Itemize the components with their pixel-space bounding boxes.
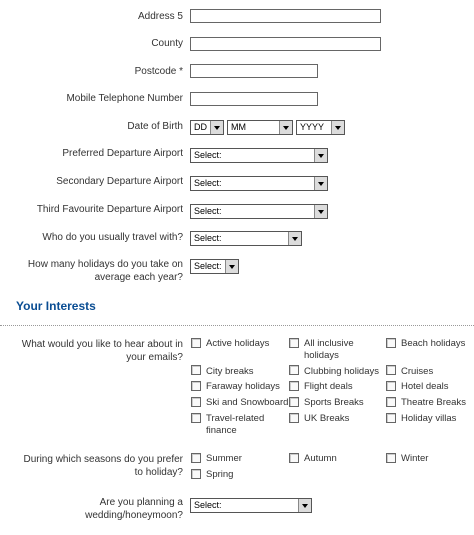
wedding-label-line2: wedding/honeymoon? [85, 510, 183, 521]
option-label: Theatre Breaks [401, 397, 466, 408]
option-label: UK Breaks [304, 413, 350, 424]
holidays-count-select[interactable] [190, 259, 239, 274]
dob-year-select[interactable] [296, 120, 345, 135]
checkbox-spring[interactable] [191, 469, 201, 479]
chevron-down-icon[interactable] [225, 260, 238, 273]
holidays-count-label-line2: average each year? [94, 272, 183, 283]
emails-label [3, 338, 183, 364]
airport3-select[interactable] [190, 204, 328, 219]
postcode-label: Postcode * [134, 66, 183, 77]
mobile-input[interactable] [190, 92, 318, 106]
dob-label: Date of Birth [127, 121, 183, 132]
section-divider [0, 325, 474, 326]
airport2-select[interactable] [190, 176, 328, 191]
option-label-line2: holidays [304, 350, 339, 361]
dob-month-value: MM [231, 122, 246, 132]
option-label [206, 413, 264, 437]
airport3-value: Select: [194, 206, 222, 216]
holidays-count-label [3, 258, 183, 284]
season-label: Winter [401, 453, 429, 464]
checkbox-beach-holidays[interactable] [386, 338, 396, 348]
emails-label-line2: your emails? [126, 352, 183, 363]
option-label: Cruises [401, 366, 434, 377]
address5-label: Address 5 [137, 11, 183, 22]
option-label: Faraway holidays [206, 381, 280, 392]
option-label: Holiday villas [401, 413, 457, 424]
season-label: Summer [206, 453, 242, 464]
chevron-down-icon[interactable] [314, 205, 327, 218]
chevron-down-icon[interactable] [331, 121, 344, 134]
option-label: City breaks [206, 366, 254, 377]
dob-day-value: DD [194, 122, 207, 132]
travel-with-label: Who do you usually travel with? [42, 232, 183, 243]
travel-with-value: Select: [194, 233, 222, 243]
checkbox-ski[interactable] [191, 397, 201, 407]
airport3-label: Third Favourite Departure Airport [36, 204, 183, 215]
season-label: Autumn [304, 453, 337, 464]
checkbox-sports-breaks[interactable] [289, 397, 299, 407]
option-label: Clubbing holidays [304, 366, 379, 377]
mobile-label: Mobile Telephone Number [66, 93, 183, 104]
season-label: Spring [206, 469, 234, 480]
checkbox-theatre-breaks[interactable] [386, 397, 396, 407]
chevron-down-icon[interactable] [210, 121, 223, 134]
holidays-count-value: Select: [194, 261, 222, 271]
checkbox-active-holidays[interactable] [191, 338, 201, 348]
wedding-select[interactable] [190, 498, 312, 513]
address5-input[interactable] [190, 9, 381, 23]
checkbox-autumn[interactable] [289, 453, 299, 463]
option-label: Flight deals [304, 381, 353, 392]
checkbox-clubbing[interactable] [289, 365, 299, 375]
option-label-line1: All inclusive [304, 338, 354, 349]
section-title-interests: Your Interests [16, 299, 96, 313]
airport1-value: Select: [194, 150, 222, 160]
chevron-down-icon[interactable] [298, 499, 311, 512]
chevron-down-icon[interactable] [314, 149, 327, 162]
checkbox-city-breaks[interactable] [191, 365, 201, 375]
holidays-count-label-line1: How many holidays do you take on [27, 259, 183, 270]
chevron-down-icon[interactable] [279, 121, 292, 134]
wedding-label-line1: Are you planning a [99, 497, 183, 508]
checkbox-cruises[interactable] [386, 365, 396, 375]
emails-label-line1: What would you like to hear about in [21, 339, 183, 350]
checkbox-all-inclusive[interactable] [289, 338, 299, 348]
airport2-value: Select: [194, 178, 222, 188]
chevron-down-icon[interactable] [314, 177, 327, 190]
dob-day-select[interactable] [190, 120, 224, 135]
seasons-label-line1: During which seasons do you prefer [23, 454, 183, 465]
chevron-down-icon[interactable] [288, 232, 301, 245]
option-label-line2: finance [206, 425, 237, 436]
seasons-label [3, 453, 183, 479]
airport2-label: Secondary Departure Airport [56, 176, 183, 187]
wedding-value: Select: [194, 500, 222, 510]
checkbox-flight-deals[interactable] [289, 381, 299, 391]
checkbox-faraway[interactable] [191, 381, 201, 391]
airport1-label: Preferred Departure Airport [62, 148, 183, 159]
option-label: Hotel deals [401, 381, 449, 392]
travel-with-select[interactable] [190, 231, 302, 246]
dob-year-value: YYYY [300, 122, 325, 132]
county-label: County [151, 38, 183, 49]
option-label: Sports Breaks [304, 397, 364, 408]
county-input[interactable] [190, 37, 381, 51]
checkbox-uk-breaks[interactable] [289, 413, 299, 423]
checkbox-holiday-villas[interactable] [386, 413, 396, 423]
dob-month-select[interactable] [227, 120, 293, 135]
checkbox-summer[interactable] [191, 453, 201, 463]
seasons-label-line2: to holiday? [134, 467, 183, 478]
option-label-line1: Travel-related [206, 413, 265, 424]
option-label [304, 338, 354, 362]
postcode-input[interactable] [190, 64, 318, 78]
airport1-select[interactable] [190, 148, 328, 163]
option-label: Beach holidays [401, 338, 466, 349]
checkbox-travel-finance[interactable] [191, 413, 201, 423]
checkbox-hotel-deals[interactable] [386, 381, 396, 391]
option-label: Active holidays [206, 338, 270, 349]
option-label: Ski and Snowboard [206, 397, 289, 408]
wedding-label [3, 496, 183, 522]
checkbox-winter[interactable] [386, 453, 396, 463]
